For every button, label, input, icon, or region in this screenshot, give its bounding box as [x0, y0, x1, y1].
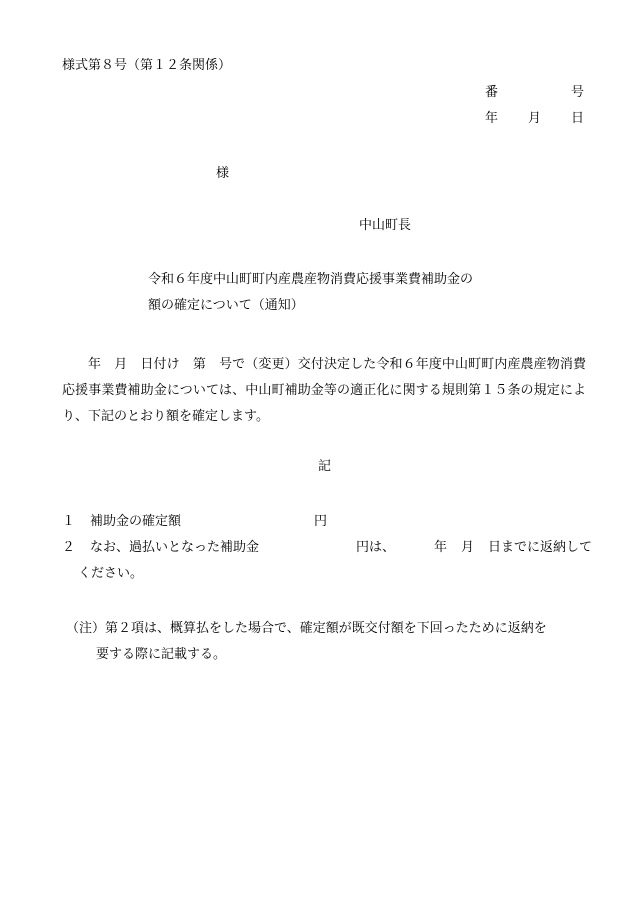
item-1-number: １ [62, 514, 76, 529]
document-title-line-2: 額の確定について（通知） [148, 298, 304, 313]
item-2-month: 月 [461, 540, 475, 555]
form-number-label: 様式第８号（第１２条関係） [62, 58, 232, 73]
date-year: 年 [485, 111, 499, 126]
sender-name: 中山町長 [359, 218, 412, 233]
item-2-unit: 円は、 [356, 540, 396, 555]
document-title-line-1: 令和６年度中山町町内産農産物消費応援事業費補助金の [148, 272, 474, 287]
date-month: 月 [528, 111, 542, 126]
item-2-text: なお、過払いとなった補助金 [90, 540, 260, 555]
number-label: 番 [485, 85, 499, 100]
item-2-tail: 日までに返納して [488, 540, 593, 555]
note-line-1: （注）第２項は、概算払をした場合で、確定額が既交付額を下回ったために返納を [66, 621, 547, 636]
ki-heading: 記 [318, 459, 332, 474]
item-1-unit: 円 [314, 514, 328, 529]
number-suffix: 号 [571, 85, 585, 100]
item-2-continuation: ください。 [78, 566, 144, 581]
addressee-honorific: 様 [216, 166, 230, 181]
item-1-label: 補助金の確定額 [90, 514, 182, 529]
date-line [485, 112, 585, 164]
notice-body-text: 年 月 日付け 第 号で（変更）交付決定した令和６年度中山町町内産農産物消費応援事業費補助金については、中山町補助金等の適正化に関する規則第１５条の規定により、下記のとおり額を確定します。 [62, 357, 586, 424]
item-2-year: 年 [434, 540, 448, 555]
item-2-number: ２ [62, 540, 76, 555]
note-line-2: 要する際に記載する。 [96, 647, 227, 662]
date-day: 日 [571, 111, 585, 126]
